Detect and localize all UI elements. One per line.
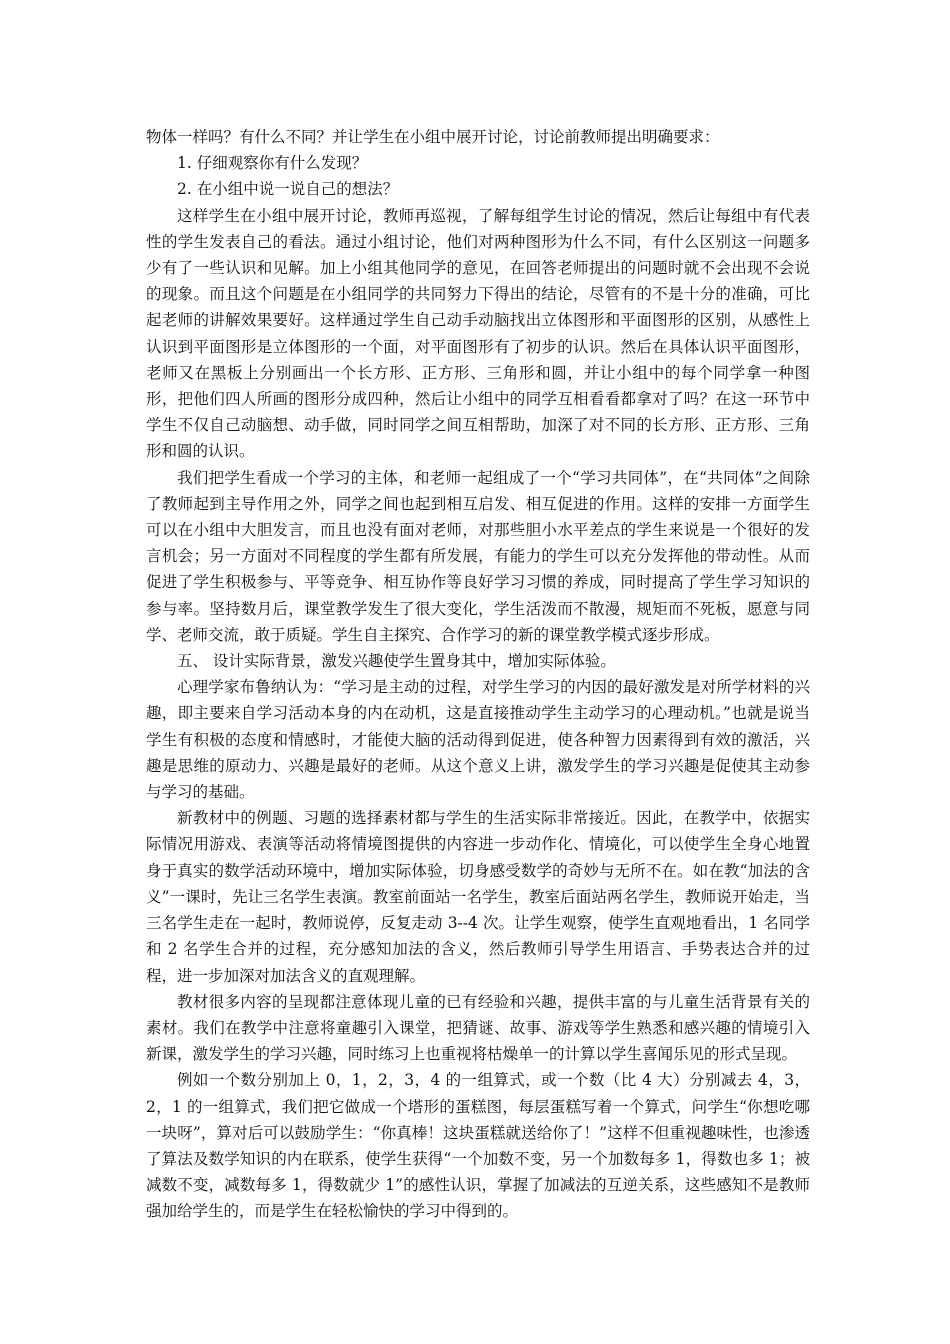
- paragraph-new-textbook: 新教材中的例题、习题的选择素材都与学生的生活实际非常接近。因此，在教学中，依据实际情况用游戏、表演等活动将情境图提供的内容进一步动作化、情境化，可以使学生全身心地置身于真实的数学活动环境中，增加实际体验，切身感受数学的奇妙与无所不在。如在教“加法的含义”一课时，先让三名学生表演。教室前面站一名学生，教室后面站两名学生，教师说开始走，当三名学生走在一起时，教师说停，反复走动 3--4 次。让学生观察，使学生直观地看出，1 名同学和 2 名学生合并的过程，充分感知加法的含义，然后教师引导学生用语言、手势表达合并的过程，进一步加深对加法含义的直观理解。: [146, 809, 810, 985]
- paragraph-continuation: 物体一样吗？有什么不同？并让学生在小组中展开讨论，讨论前教师提出明确要求：: [146, 128, 720, 146]
- paragraph-learning-community: 我们把学生看成一个学习的主体，和老师一起组成了一个“学习共同体”，在“共同体”之间除了教师起到主导作用之外，同学之间也起到相互启发、相互促进的作用。这样的安排一方面学生可以在小组中大胆发言，而且也没有面对老师，对那些胆小水平差点的学生来说是一个很好的发言机会；另一方面对不同程度的学生都有所发展，有能力的学生可以充分发挥他的带动性。从而促进了学生积极参与、平等竞争、相互协作等良好学习习惯的养成，同时提高了学生学习知识的参与率。坚持数月后，课堂教学发生了很大变化，学生活泼而不散漫，规矩而不死板，愿意与同学、老师交流，敢于质疑。学生自主探究、合作学习的新的课堂教学模式逐步形成。: [146, 468, 810, 644]
- list-item-observe: 1. 仔细观察你有什么发现？: [177, 154, 368, 173]
- paragraph-bruner-quote: 心理学家布鲁纳认为：“学习是主动的过程，对学生学习的内因的最好激发是对所学材料的兴趣，即主要来自学习活动本身的内在动机，这是直接推动学生主动学习的心理动机。”也就是说当学生有积极的态度和情感时，才能使大脑的活动得到促进，使各种智力因素得到有效的激活，兴趣是思维的原动力、兴趣是最好的老师。从这个意义上讲，激发学生的学习兴趣是促使其主动参与学习的基础。: [146, 678, 810, 802]
- list-item-discuss: 2. 在小组中说一说自己的想法？: [177, 180, 399, 199]
- document-body: [146, 124, 810, 1225]
- paragraph-childrens-interest: 教材很多内容的呈现都注意体现儿童的已有经验和兴趣，提供丰富的与儿童生活背景有关的素材。我们在教学中注意将童趣引入课堂，把猜谜、故事、游戏等学生熟悉和感兴趣的情境引入新课，激发学生的学习兴趣，同时练习上也重视将枯燥单一的计算以学生喜闻乐见的形式呈现。: [146, 992, 810, 1064]
- paragraph-group-discussion: 这样学生在小组中展开讨论，教师再巡视，了解每组学生讨论的情况，然后让每组中有代表性的学生发表自己的看法。通过小组讨论，他们对两种图形为什么不同，有什么区别这一问题多少有了一些认识和见解。加上小组其他同学的意见，在回答老师提出的问题时就不会出现不会说的现象。而且这个问题是在小组同学的共同努力下得出的结论，尽管有的不是十分的准确，可比起老师的讲解效果要好。这样通过学生自己动手动脑找出立体图形和平面图形的区别，从感性上认识到平面图形是立体图形的一个面，对平面图形有了初步的认识。然后在具体认识平面图形，老师又在黑板上分别画出一个长方形、正方形、三角形和圆，并让小组中的每个同学拿一种图形，把他们四人所画的图形分成四种，然后让小组中的同学互相看看都拿对了吗？在这一环节中学生不仅自己动脑想、动手做，同时同学之间互相帮助，加深了对不同的长方形、正方形、三角形和圆的认识。: [146, 206, 810, 461]
- paragraph-cake-example: 例如一个数分别加上 0，1，2，3，4 的一组算式，或一个数（比 4 大）分别减去 4，3，2，1 的一组算式，我们把它做成一个塔形的蛋糕图，每层蛋糕写着一个算式，问学生“你想吃哪一块呀”，算对后可以鼓励学生：“你真棒！这块蛋糕就送给你了！”这样不但重视趣味性，也渗透了算法及数学知识的内在联系，使学生获得“一个加数不变，另一个加数每多 1，得数也多 1；被减数不变，减数每多 1，得数就少 1”的感性认识，掌握了加减法的互逆关系，这些感知不是教师强加给学生的，而是学生在轻松愉快的学习中得到的。: [146, 1071, 810, 1221]
- section-heading-five: 五、 设计实际背景，激发兴趣使学生置身其中，增加实际体验。: [177, 652, 616, 671]
